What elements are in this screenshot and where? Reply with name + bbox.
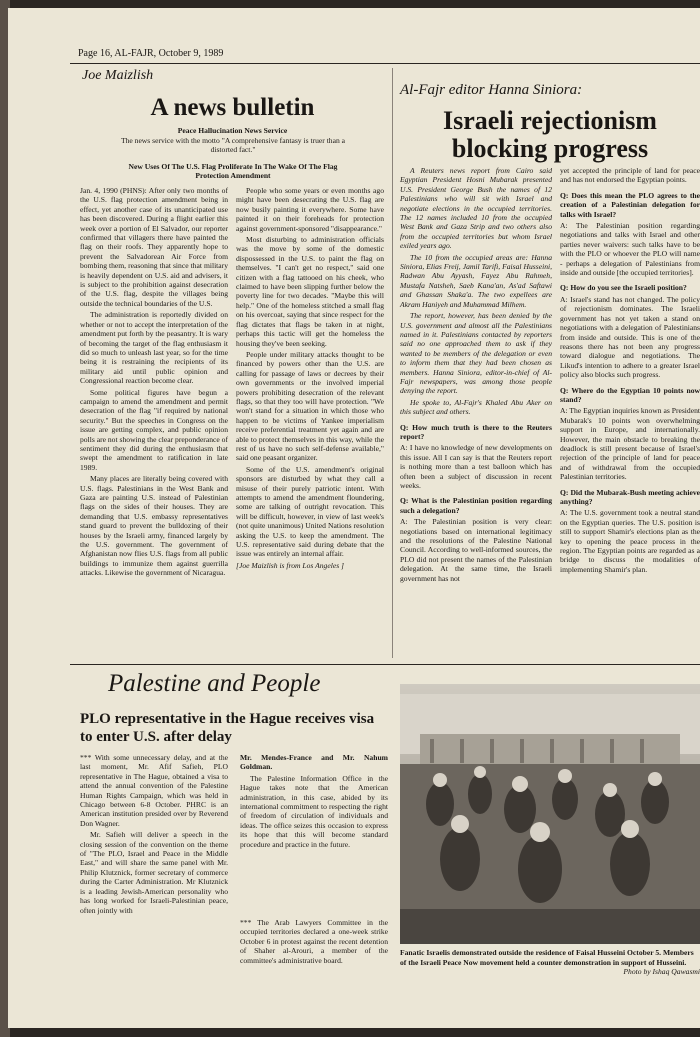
paragraph: People who some years or even months ago might have been desecrating the U.S. flag are now busily painting it everywhere. Some have painted it on their foreheads for protection against government-sponsored "disappearance." [236,186,384,233]
news-bulletin-headline: A news bulletin [150,94,315,121]
siniora-column-2 [560,166,700,576]
news-bulletin-column-1 [80,186,228,580]
paragraph: The report, however, has been denied by the U.S. government and almost all the Palestinians named in it. Palestinians contacted by reporters said no one approached them to ask if they wanted to be members of the delegation or even to inform them that they had been chosen as members. Hanna Siniora, editor-in-chief of Al-Fajr newspapers, was among those people denying the report. [400,311,552,396]
interview-answer: A: Israel's stand has not changed. The policy of rejectionism dominates. The Israeli government has not yet taken a stand on negotiations with a delegation of Palestinians from inside and outside. This is one of the reasons there has not been any progress toward dialogue and negotiations. The Likud's intention to adhere to a greater Israel policy also blocks such progress. [560,294,700,380]
header-rule [70,63,700,64]
siniora-kicker: Al-Fajr editor Hanna Siniora: [400,82,583,98]
paragraph: The Palestine Information Office in the Hague takes note that the American administration, in this case, abided by its international commitment to respecting the right of freedom of circulation of individuals and ideas. The office seizes this occasion to express its hope that this will become standard procedure and practice in the future. [240,773,388,849]
interview-answer: A: The Palestinian position is very clear: negotiations based on international legitimacy and the resolutions of the Palestine National Council. According to well-informed sources, the PLO did not present the names of the Palestinian delegation. At the same time, the Israeli government has not [400,517,552,583]
plo-visa-column-1 [80,753,228,917]
interview-question: Q: How much truth is there to the Reuters report? [400,422,552,441]
siniora-column-1 [400,166,552,585]
section-title: Palestine and People [108,670,321,697]
photo-caption-text: Fanatic Israelis demonstrated outside the residence of Faisal Husseini October 5. Members of the Israeli Peace Now movement held a counter demonstration in support of Husseini. [400,948,694,967]
newspaper-page [8,8,700,1028]
siniora-headline-line-2: blocking progress [451,134,649,163]
author-tagline: [Joe Maizlish is from Los Angeles ] [236,560,345,570]
section-rule [70,664,700,665]
news-bulletin-byline: Joe Maizlish [82,68,154,83]
paragraph: Some political figures have begun a campaign to amend the amendment and permit desecration of the flag "if required by national security." But the speeches in Congress on the issue are getting complex, and public opinion polls are not showing the clear preponderance of sentiment they did during the enthusiasm that swept the amendment to ratification in late 1989. [80,387,228,472]
paragraph: The 10 from the occupied areas are: Hanna Siniora, Elias Freij, Jamil Tarifi, Faisal Husseini, Radwan Abu Ayyash, Fayez Abu Rahmeh, Mustafa Natsheh, Saeb Kana'an, As'ad Saftawi and Ghassan Shaka'a. The two expellees are Akram Haniyeh and Muhammad Milhem. [400,252,552,309]
paragraph: Mr. Safieh will deliver a speech in the closing session of the convention on the theme of "The PLO, Israel and Peace in the Middle East," and will share the same panel with Mr. Philip Klutznick, former secretary of commerce during the Carter Administration. Mr Klutznick is a leading Jewish-American personality who has long worked for Israeli-Palestinian peace, often jointly with [80,830,228,915]
demonstration-photo-image [400,684,700,944]
siniora-headline-line-1: Israeli rejectionism [443,106,657,135]
news-service-name: Peace Hallucination News Service [177,126,288,135]
plo-visa-headline: PLO representative in the Hague receives visa to enter U.S. after delay [80,711,375,745]
paragraph: People under military attacks thought to be financed by powers other than the U.S. are calling for passage of laws or decrees by their own governments or the involved imperial powers prohibiting desecration of the relevant flags, so that they too will have protection. "We won't stand for a situation in which those who happen to be victims of Yankee imperialism receive preferential treatment yet again and are able to protect themselves in this way, while the rest of us have no such self-defense available," said one peasant organizer. [236,349,384,463]
news-service-motto: The news service with the motto "A comprehensive fantasy is truer than a distorted fact." [120,136,346,154]
interview-question: Q: How do you see the Israeli position? [560,283,687,293]
interview-question: Q: Does this mean the PLO agrees to the creation of a Palestinian delegation for talks with Israel? [560,190,700,219]
paragraph: The administration is reportedly divided on whether or not to accept the interpretation of the amendment put forth by the peasantry. It is wary of becoming the target of the flag enthusiasm it did so much to unleash last year, so for the time being it is restraining the recipients of its military aid until public opinion and Congressional reaction become clear. [80,310,228,386]
paragraph: Some of the U.S. amendment's original sponsors are disturbed by what they call a misuse of their purely patriotic intent. With attempts to amend the amendment floundering, some are talking of outright revocation. This will be difficult, however, in view of last week's (not quite unanimous) United Nations resolution asking the U.S. to keep the amendment. The U.S. representative said during debate that the issue was entirely an internal affair. [236,464,384,559]
paragraph: *** With some unnecessary delay, and at the last moment, Mr. Afif Safieh, PLO representative in The Hague, obtained a visa to attend the annual convention of the Palestine Human Rights Campaign, which was held in Chicago between 6-8 October. PHRC is an American institution presided over by Reverend Don Wagner. [80,753,228,828]
paragraph: He spoke to, Al-Fajr's Khaled Abu Aker on this subject and others. [400,397,552,417]
interview-answer: A: The Egyptian inquiries known as President Mubarak's 10 points won overwhelming support in Europe, and internationally. However, the main obstacle to breaking the deadlock is still present because of Israel's rejection of the principle of land for peace and of withdrawal from the occupied Palestinian territories. [560,406,700,482]
interview-answer: A: The U.S. government took a neutral stand on the Egyptian queries. The U.S. position is still to support Shamir's elections plan as the key to opening the peace process in the region. The Egyptian points are regarded as a bridge to discuss the modalities of implementing Shamir's plan. [560,508,700,574]
plo-visa-column-2 [240,753,388,851]
paragraph: Most disturbing to administration officials was the move by some of the domestic dispossessed in the U.S. to paint the flag on themselves. "I can't get no respect," said one citizen with a flag tattooed on his cheek, who claimed to have been slipping further below the poverty line for two decades. "Maybe this will help." One of the homeless stitched a small flag on his overcoat, saying that since respect for the flag dictates that flags be taken in at night, perhaps this tactic will get the homeless the housing they've been seeking. [236,235,384,348]
page-header: Page 16, AL-FAJR, October 9, 1989 [78,48,224,59]
photo-caption [400,948,700,977]
paragraph: *** The Arab Lawyers Committee in the occupied territories declared a one-week strike October 6 in protest against the recent detention of Shaher al-Arouri, a member of the committee's administrative board. [240,918,388,965]
photo-credit: Photo by Ishaq Qawasmi [623,967,700,977]
arab-lawyers-item [240,918,388,967]
interview-question: Q: Where do the Egyptian 10 points now stand? [560,385,700,404]
paragraph: yet accepted the principle of land for peace and has not endorsed the Egyptian points. [560,166,700,185]
paragraph: Mr. Mendes-France and Mr. Nahum Goldman. [240,753,388,772]
column-divider [392,68,393,658]
paragraph: Many places are literally being covered with U.S. flags. Palestinians in the West Bank and Gaza are painting U.S. instead of Palestinian flags on the sides of their houses. They are demanding that U.S. embassy representatives stand guard to prevent the bulldozing of their houses by the Israeli army, financed largely by the U.S. government. The government of Afghanistan now flies U.S. flags from all public buildings to immunize them against guerrilla attacks. Likewise the government of Nicaragua. [80,474,228,578]
news-bulletin-subhead: New Uses Of The U.S. Flag Proliferate In The Wake Of The Flag Protection Amendment [128,162,338,180]
interview-answer: A: The Palestinian position regarding negotiations and talks with Israel and other parties never waivers: such talks have to be with the PLO or whoever the PLO will name - perhaps a delegation of Palestinians from inside and outside [the occupied territories]. [560,221,700,278]
news-bulletin-column-2 [236,186,384,572]
demonstration-photo [400,684,700,944]
paragraph: Jan. 4, 1990 (PHNS): After only two months of the U.S. flag protection amendment being in effect, yet another case of its unanticipated use has been discovered. During a flight earlier this week over a portion of El Salvador, our reporter confirmed that villagers there have painted the flag on their roofs. They apparently hope to prevent the Salvadorean Air Force from bombing them, reasoning that since that military is heavily dependent on U.S. aid and advisers, it is subject to the prohibition against desecration of the U.S. flag, despite the villages being outside the technical boundaries of the U.S. [80,186,228,308]
paragraph: A Reuters news report from Cairo said Egyptian President Hosni Mubarak presented U.S. President George Bush the names of 12 Palestinians who will sit with Israel and negotiate elections in the occupied territories. The 12 names included 10 from the occupied West Bank and Gaza Strip and two others also from the occupied territories but whom Israel exiled years ago. [400,166,552,251]
interview-question: Q: Did the Mubarak-Bush meeting achieve anything? [560,487,700,506]
interview-question: Q: What is the Palestinian position regarding such a delegation? [400,496,552,515]
interview-answer: A: I have no knowledge of new developments on this issue. All I can say is that the Reuters report is nothing more than a test balloon which has often been a subject of discussion in recent weeks. [400,443,552,490]
